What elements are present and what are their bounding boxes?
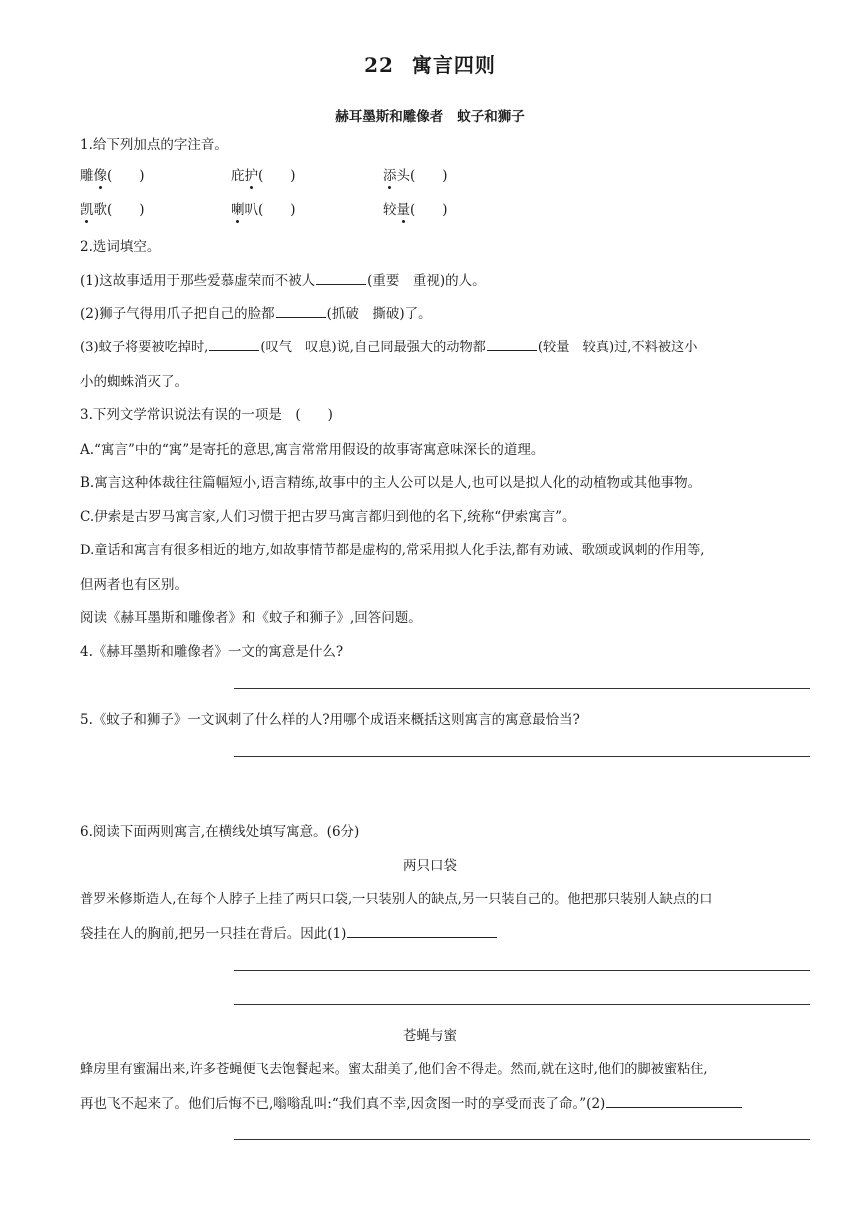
reading-instruction: 阅读《赫耳墨斯和雕像者》和《蚊子和狮子》,回答问题。 bbox=[80, 610, 422, 626]
story2-answer-line[interactable] bbox=[234, 1139, 810, 1140]
q2-sentence-2: (2)狮子气得用爪子把自己的脸都 (抓破 撕破)了。 bbox=[80, 306, 432, 322]
q5-answer-line[interactable] bbox=[234, 756, 810, 757]
q1-item-5: 喇叭( ) bbox=[231, 202, 296, 218]
q3-prompt: 3.下列文学常识说法有误的一项是 ( ) bbox=[80, 407, 333, 423]
answer-blank[interactable] bbox=[487, 337, 537, 351]
subtitle bbox=[0, 105, 860, 125]
lesson-number: 22 bbox=[364, 53, 394, 77]
q3-option-b: B.寓言这种体裁往往篇幅短小,语言精练,故事中的主人公可以是人,也可以是拟人化的动植物或其他事物。 bbox=[80, 475, 702, 491]
q1-item-6: 较量( ) bbox=[383, 202, 448, 218]
q6-prompt: 6.阅读下面两则寓言,在横线处填写寓意。(6分) bbox=[80, 824, 360, 840]
q1-item-2: 庇护( ) bbox=[231, 168, 296, 184]
q1-item-4: 凯歌( ) bbox=[80, 202, 145, 218]
q2-sentence-1: (1)这故事适用于那些爱慕虚荣而不被人 (重要 重视)的人。 bbox=[80, 273, 486, 289]
q2-prompt: 2.选词填空。 bbox=[80, 239, 161, 255]
q2-sentence-3: (3)蚊子将要被吃掉时, (叹气 叹息)说,自己同最强大的动物都 (较量 较真)过,不料被这小 bbox=[80, 336, 697, 355]
q1-item-1: 雕像( ) bbox=[80, 168, 145, 184]
story1-answer-line-1[interactable] bbox=[234, 970, 810, 971]
story1-line-2: 袋挂在人的胸前,把另一只挂在背后。因此(1) bbox=[80, 922, 498, 942]
page-title bbox=[0, 49, 860, 78]
q1-item-3: 添头( ) bbox=[383, 168, 448, 184]
answer-blank[interactable] bbox=[316, 271, 366, 285]
q3-option-d: D.童话和寓言有很多相近的地方,如故事情节都是虚构的,常采用拟人化手法,都有劝诫、歌颂或讽刺的作用等, bbox=[80, 543, 705, 558]
q3-option-c: C.伊索是古罗马寓言家,人们习惯于把古罗马寓言都归到他的名下,统称“伊索寓言”。 bbox=[80, 509, 576, 525]
q4-answer-line[interactable] bbox=[234, 688, 810, 689]
story2-line-1: 蜂房里有蜜漏出来,许多苍蝇便飞去饱餐起来。蜜太甜美了,他们舍不得走。然而,就在这时,他们的脚被蜜粘住, bbox=[80, 1062, 708, 1077]
answer-blank[interactable] bbox=[606, 1094, 742, 1108]
q1-prompt: 1.给下列加点的字注音。 bbox=[80, 137, 228, 153]
story2-line-2: 再也飞不起来了。他们后悔不已,嗡嗡乱叫:“我们真不幸,因贪图一时的享受而丧了命。”(2) bbox=[80, 1092, 743, 1112]
answer-blank[interactable] bbox=[347, 924, 497, 938]
story1-answer-line-2[interactable] bbox=[234, 1004, 810, 1005]
story1-title: 两只口袋 bbox=[403, 858, 457, 874]
answer-blank[interactable] bbox=[276, 304, 326, 318]
q2-sentence-3-cont: 小的蜘蛛消灭了。 bbox=[80, 374, 188, 390]
q4-prompt: 4.《赫耳墨斯和雕像者》一文的寓意是什么? bbox=[80, 644, 344, 660]
q3-option-d-cont: 但两者也有区别。 bbox=[80, 577, 188, 593]
lesson-title: 寓言四则 bbox=[411, 53, 496, 77]
q5-prompt: 5.《蚊子和狮子》一文讽刺了什么样的人?用哪个成语来概括这则寓言的寓意最恰当? bbox=[80, 712, 580, 728]
story1-line-1: 普罗米修斯造人,在每个人脖子上挂了两只口袋,一只装别人的缺点,另一只装自己的。他把那只装别人缺点的口 bbox=[80, 892, 713, 907]
subtitle-right: 蚊子和狮子 bbox=[457, 109, 525, 125]
answer-blank[interactable] bbox=[209, 337, 259, 351]
subtitle-left: 赫耳墨斯和雕像者 bbox=[335, 109, 444, 125]
story2-title: 苍蝇与蜜 bbox=[403, 1028, 457, 1044]
q3-option-a: A.“寓言”中的“寓”是寄托的意思,寓言常常用假设的故事寄寓意味深长的道理。 bbox=[80, 442, 545, 458]
